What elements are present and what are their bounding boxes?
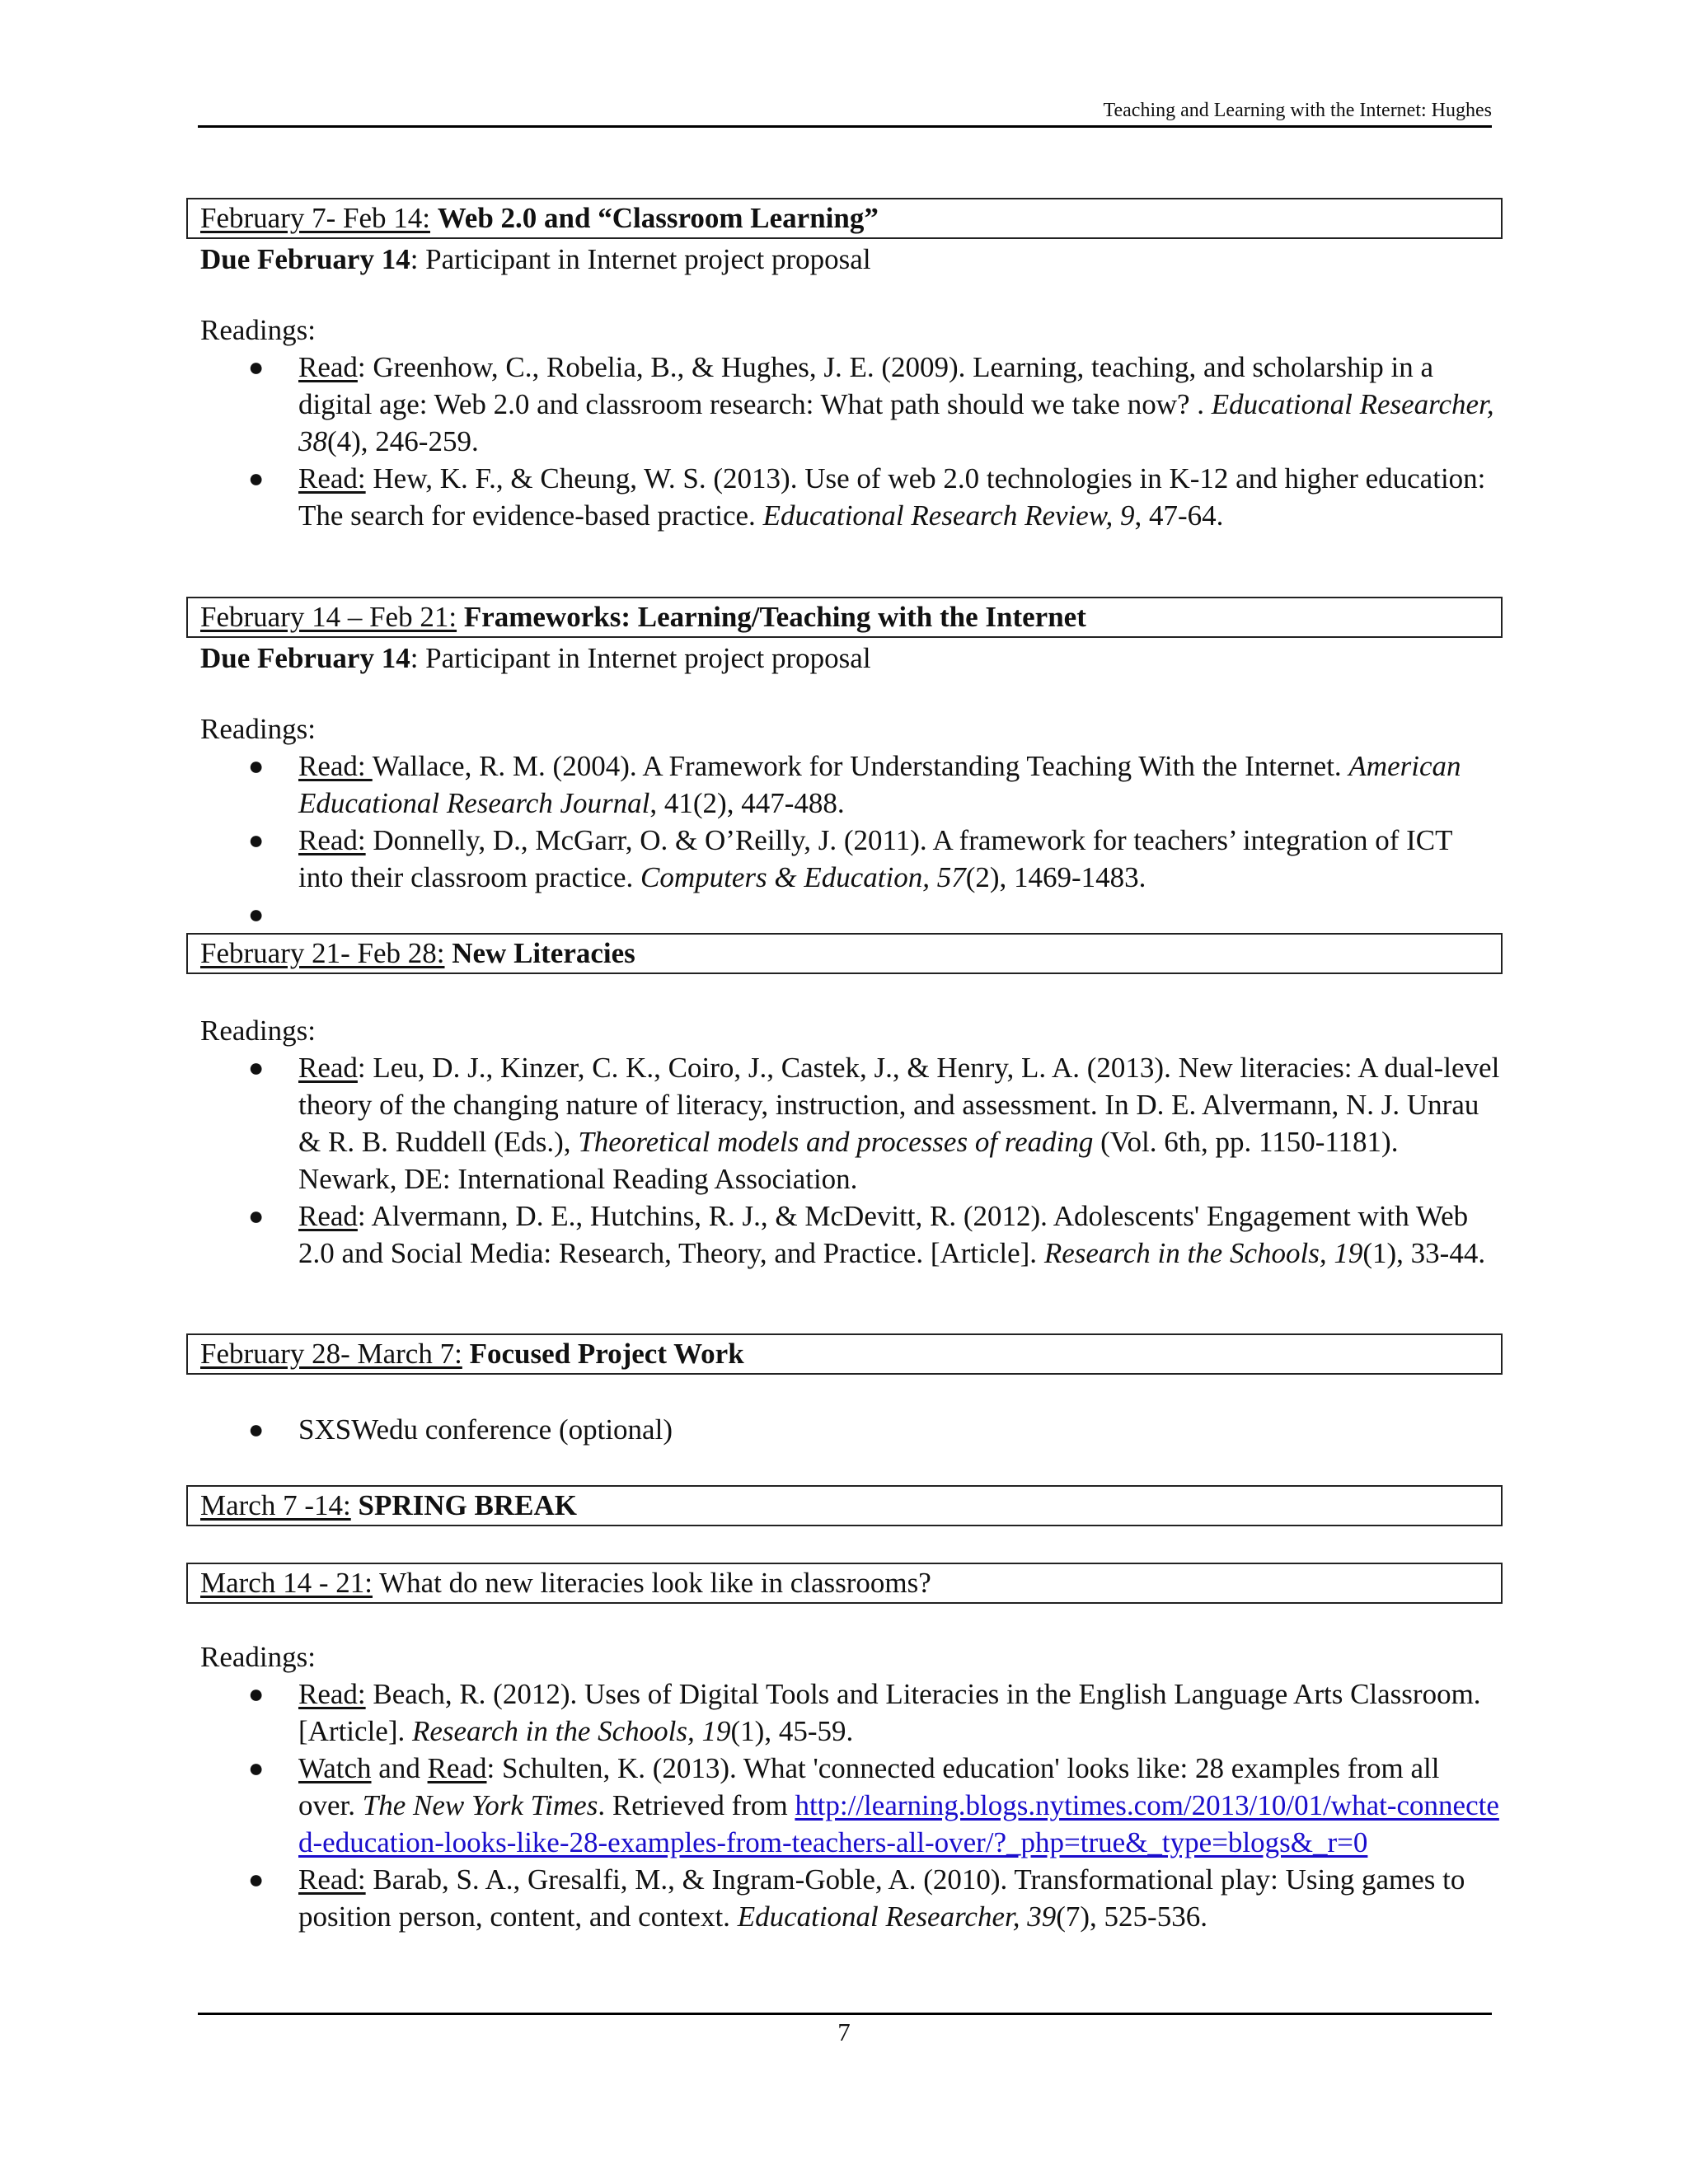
section-topic: Focused Project Work <box>469 1338 744 1370</box>
item-citation: Donnelly, D., McGarr, O. & O’Reilly, J. (2011). A framework for teachers’ integration of ICT into their classroom practice. <box>298 824 1452 893</box>
bullet-icon: ● <box>248 1052 265 1082</box>
bullet-icon: ● <box>248 899 265 929</box>
item-label: Read <box>298 1052 358 1084</box>
item-label: Read: <box>298 462 366 494</box>
item-pages: (4), 246-259. <box>327 425 479 457</box>
list-item <box>200 1675 1503 1750</box>
section-heading-classrooms <box>186 1563 1503 1604</box>
item-label: Read: <box>298 824 366 856</box>
item-citation: Hew, K. F., & Cheung, W. S. (2013). Use of web 2.0 technologies in K-12 and higher education: The search for evidence-based practice. <box>298 462 1486 532</box>
article-link[interactable]: http://learning.blogs.nytimes.com/2013/10/01/what-connected-education-looks-like-28-examples-from-teachers-all-over/?_php=true&_type=blogs&_r=0 <box>298 1789 1499 1858</box>
item-label: Read: <box>298 750 373 782</box>
readings-label: Readings: <box>200 1641 316 1673</box>
list-item-empty <box>200 896 1503 933</box>
section-topic: Web 2.0 and “Classroom Learning” <box>437 202 879 234</box>
item-source: Research in the Schools, 19 <box>1043 1237 1363 1269</box>
due-text: : Participant in Internet project proposal <box>410 642 871 674</box>
section-topic: SPRING BREAK <box>358 1489 577 1521</box>
bullet-icon: ● <box>248 1753 265 1783</box>
list-item <box>200 1750 1503 1861</box>
due-label: Due February 14 <box>200 642 410 674</box>
running-header: Teaching and Learning with the Internet: Hughes <box>1103 100 1492 121</box>
item-source: The New York Times <box>362 1789 598 1821</box>
item-label: Read: <box>298 1678 366 1710</box>
section-date: February 7- Feb 14: <box>200 202 430 234</box>
item-source: Educational Researcher, 39 <box>737 1900 1057 1933</box>
list-item <box>200 1861 1503 1935</box>
bullet-icon: ● <box>248 1864 265 1894</box>
bullet-icon: ● <box>248 352 265 382</box>
list-item <box>200 349 1503 460</box>
due-text: : Participant in Internet project proposal <box>410 243 871 275</box>
item-citation: Beach, R. (2012). Uses of Digital Tools and Literacies in the English Language Arts Classroom. [Article]. <box>298 1678 1481 1747</box>
bullet-icon: ● <box>248 751 265 780</box>
readings-label: Readings: <box>200 314 316 346</box>
section-topic: New Literacies <box>452 937 635 969</box>
activity-list <box>200 1411 1503 1448</box>
section-heading-web20 <box>186 198 1503 239</box>
item-pages: (2), 1469-1483. <box>965 861 1146 893</box>
list-item <box>200 748 1503 822</box>
item-label-2: Read <box>427 1752 487 1784</box>
readings-list <box>200 1675 1503 1935</box>
bullet-icon: ● <box>248 825 265 855</box>
item-source: Computers & Education, 57 <box>640 861 966 893</box>
section-heading-new-literacies <box>186 933 1503 974</box>
bullet-icon: ● <box>248 1679 265 1708</box>
item-pages: (Vol. 6th, pp. 1150-1181). Newark, DE: International Reading Association. <box>298 1126 1399 1195</box>
readings-label: Readings: <box>200 1015 316 1047</box>
item-source: Educational Researcher, 38 <box>298 388 1494 457</box>
item-label: Read: <box>298 1863 366 1896</box>
section-topic: Frameworks: Learning/Teaching with the Internet <box>463 601 1086 633</box>
section-date: March 7 -14: <box>200 1489 351 1521</box>
item-pages: . Retrieved from <box>598 1789 795 1821</box>
section-date: February 14 – Feb 21: <box>200 601 457 633</box>
section-date: February 28- March 7: <box>200 1338 462 1370</box>
due-note <box>200 640 871 677</box>
item-pages: , 47-64. <box>1134 499 1224 532</box>
list-item <box>200 1197 1503 1272</box>
item-pages: (1), 33-44. <box>1362 1237 1486 1269</box>
item-text: SXSWedu conference (optional) <box>298 1413 673 1446</box>
item-citation: Wallace, R. M. (2004). A Framework for Understanding Teaching With the Internet. <box>372 750 1349 782</box>
item-label: Read <box>298 1200 358 1232</box>
readings-list <box>200 1049 1503 1272</box>
readings-list <box>200 748 1503 933</box>
section-heading-frameworks <box>186 597 1503 638</box>
header-divider <box>198 125 1492 128</box>
item-citation: Barab, S. A., Gresalfi, M., & Ingram-Goble, A. (2010). Transformational play: Using games to position person, content, and context. <box>298 1863 1465 1933</box>
item-pages: (1), 45-59. <box>730 1715 854 1747</box>
due-note <box>200 241 871 278</box>
item-conjunction: and <box>371 1752 428 1784</box>
item-citation: : Schulten, K. (2013). What 'connected education' looks like: 28 examples from all over. <box>298 1752 1440 1821</box>
list-item <box>200 1411 1503 1448</box>
item-source: Educational Research Review, 9 <box>762 499 1135 532</box>
item-citation: : Leu, D. J., Kinzer, C. K., Coiro, J., Castek, J., & Henry, L. A. (2013). New literacies: A dual-level theory of the changing nature of literacy, instruction, and assessment. In D. E. Alvermann, N. J. Unrau & R. B. Ruddell (Eds.), <box>298 1052 1500 1158</box>
section-date: February 21- Feb 28: <box>200 937 445 969</box>
item-pages: (7), 525-536. <box>1056 1900 1207 1933</box>
item-citation: : Greenhow, C., Robelia, B., & Hughes, J. E. (2009). Learning, teaching, and scholarship in a digital age: Web 2.0 and classroom research: What path should we take now? . <box>298 351 1434 420</box>
section-date: March 14 - 21: <box>200 1567 373 1599</box>
item-citation: : Alvermann, D. E., Hutchins, R. J., & McDevitt, R. (2012). Adolescents' Engagement with Web 2.0 and Social Media: Research, Theory, and Practice. [Article]. <box>298 1200 1469 1269</box>
item-label: Read <box>298 351 358 383</box>
footer-divider <box>198 2013 1492 2015</box>
item-source: Theoretical models and processes of reading <box>578 1126 1094 1158</box>
list-item <box>200 822 1503 896</box>
section-topic: What do new literacies look like in classrooms? <box>372 1567 931 1599</box>
bullet-icon: ● <box>248 463 265 493</box>
section-heading-spring-break <box>186 1485 1503 1526</box>
section-heading-project-work <box>186 1333 1503 1375</box>
item-label: Watch <box>298 1752 372 1784</box>
readings-list <box>200 349 1503 534</box>
list-item <box>200 460 1503 534</box>
list-item <box>200 1049 1503 1197</box>
page-number: 7 <box>837 2018 851 2046</box>
item-source: American Educational Research Journal <box>298 750 1461 819</box>
bullet-icon: ● <box>248 1414 265 1444</box>
item-source: Research in the Schools, 19 <box>411 1715 731 1747</box>
bullet-icon: ● <box>248 1201 265 1230</box>
due-label: Due February 14 <box>200 243 410 275</box>
item-pages: , 41(2), 447-488. <box>649 787 845 819</box>
readings-label: Readings: <box>200 713 316 745</box>
